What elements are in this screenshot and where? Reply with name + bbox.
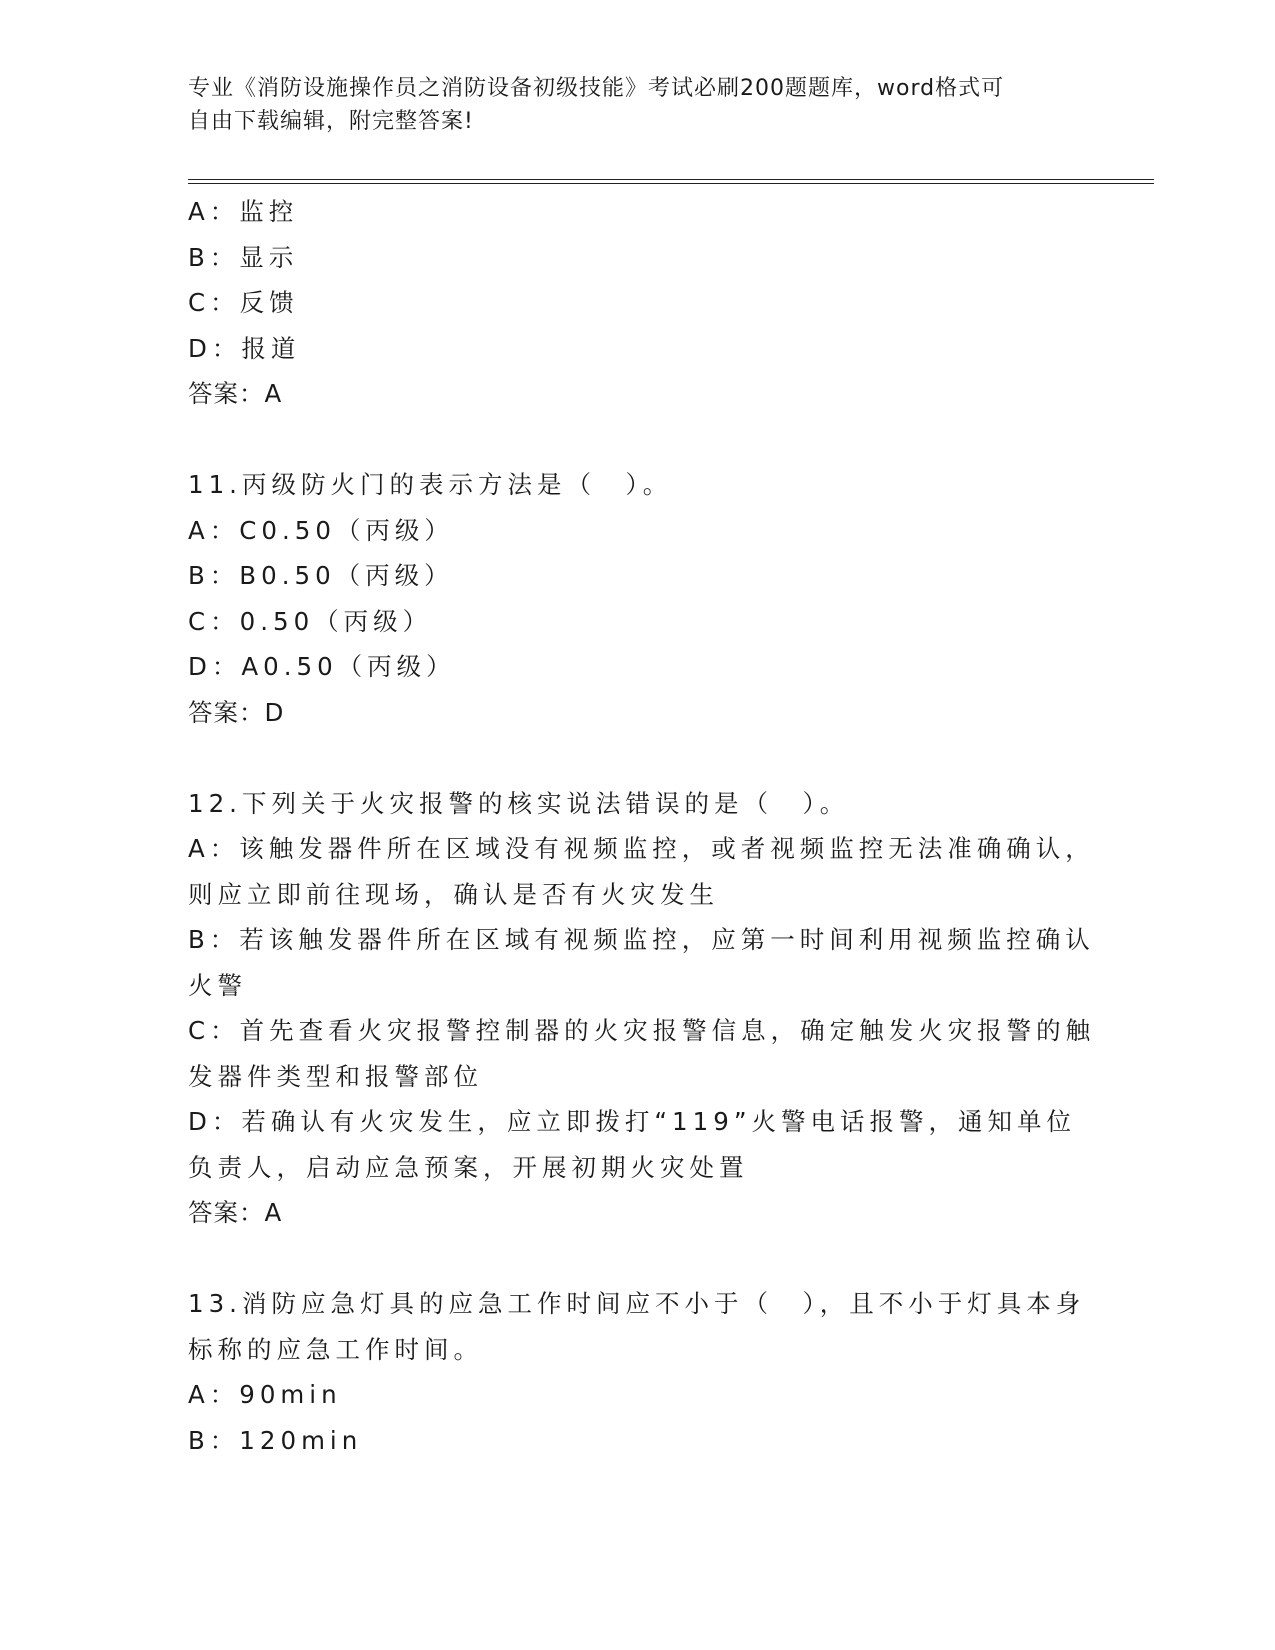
question-stem: 12.下列关于火灾报警的核实说法错误的是（ ）。 bbox=[188, 788, 850, 818]
question-12 bbox=[188, 781, 1096, 1236]
option-c-line-1: C：首先查看火灾报警控制器的火灾报警信息，确定触发火灾报警的触 bbox=[188, 1016, 1096, 1045]
spacer bbox=[188, 735, 1088, 781]
question-stem-line-1: 13.消防应急灯具的应急工作时间应不小于（ ），且不小于灯具本身 bbox=[188, 1289, 1086, 1318]
option-b: B：120min bbox=[188, 1425, 363, 1455]
option-c: C：反馈 bbox=[188, 288, 299, 317]
option-a-line-2: 则应立即前往现场，确认是否有火灾发生 bbox=[188, 879, 719, 909]
option-b: B：显示 bbox=[188, 242, 299, 272]
header-line-1: 专业《消防设施操作员之消防设备初级技能》考试必刷200题题库，word格式可 bbox=[188, 76, 1005, 101]
option-b-line-1: B：若该触发器件所在区域有视频监控，应第一时间利用视频监控确认 bbox=[188, 925, 1095, 954]
option-d-line-2: 负责人，启动应急预案，开展初期火灾处置 bbox=[188, 1152, 749, 1182]
question-content bbox=[188, 189, 1096, 1463]
option-a-line-1: A：该触发器件所在区域没有视频监控，或者视频监控无法准确确认， bbox=[188, 834, 1095, 863]
header-divider-top bbox=[188, 179, 1154, 180]
question-13 bbox=[188, 1281, 1088, 1463]
option-b-line-2: 火警 bbox=[188, 970, 247, 1000]
option-d: D：报道 bbox=[188, 333, 301, 363]
answer: 答案：A bbox=[188, 1198, 283, 1227]
question-stem-line-2: 标称的应急工作时间。 bbox=[188, 1334, 483, 1364]
option-a: A：C0.50（丙级） bbox=[188, 515, 454, 545]
option-b: B：B0.50（丙级） bbox=[188, 561, 454, 590]
answer: 答案：D bbox=[188, 697, 285, 727]
header-divider-bottom bbox=[188, 183, 1154, 184]
spacer bbox=[188, 417, 1088, 463]
question-stem: 11.丙级防火门的表示方法是（ ）。 bbox=[188, 470, 673, 499]
spacer bbox=[188, 1236, 1088, 1282]
option-a: A：90min bbox=[188, 1380, 342, 1409]
option-d-line-1: D：若确认有火灾发生，应立即拨打“119”火警电话报警，通知单位 bbox=[188, 1107, 1077, 1136]
document-header bbox=[188, 72, 1068, 138]
header-line-2: 自由下载编辑，附完整答案! bbox=[188, 109, 474, 134]
question-11 bbox=[188, 462, 1088, 735]
option-d: D：A0.50（丙级） bbox=[188, 652, 456, 681]
answer: 答案：A bbox=[188, 379, 283, 408]
question-10 bbox=[188, 189, 1088, 417]
option-c: C：0.50（丙级） bbox=[188, 606, 433, 636]
option-c-line-2: 发器件类型和报警部位 bbox=[188, 1061, 483, 1091]
option-a: A：监控 bbox=[188, 197, 299, 226]
